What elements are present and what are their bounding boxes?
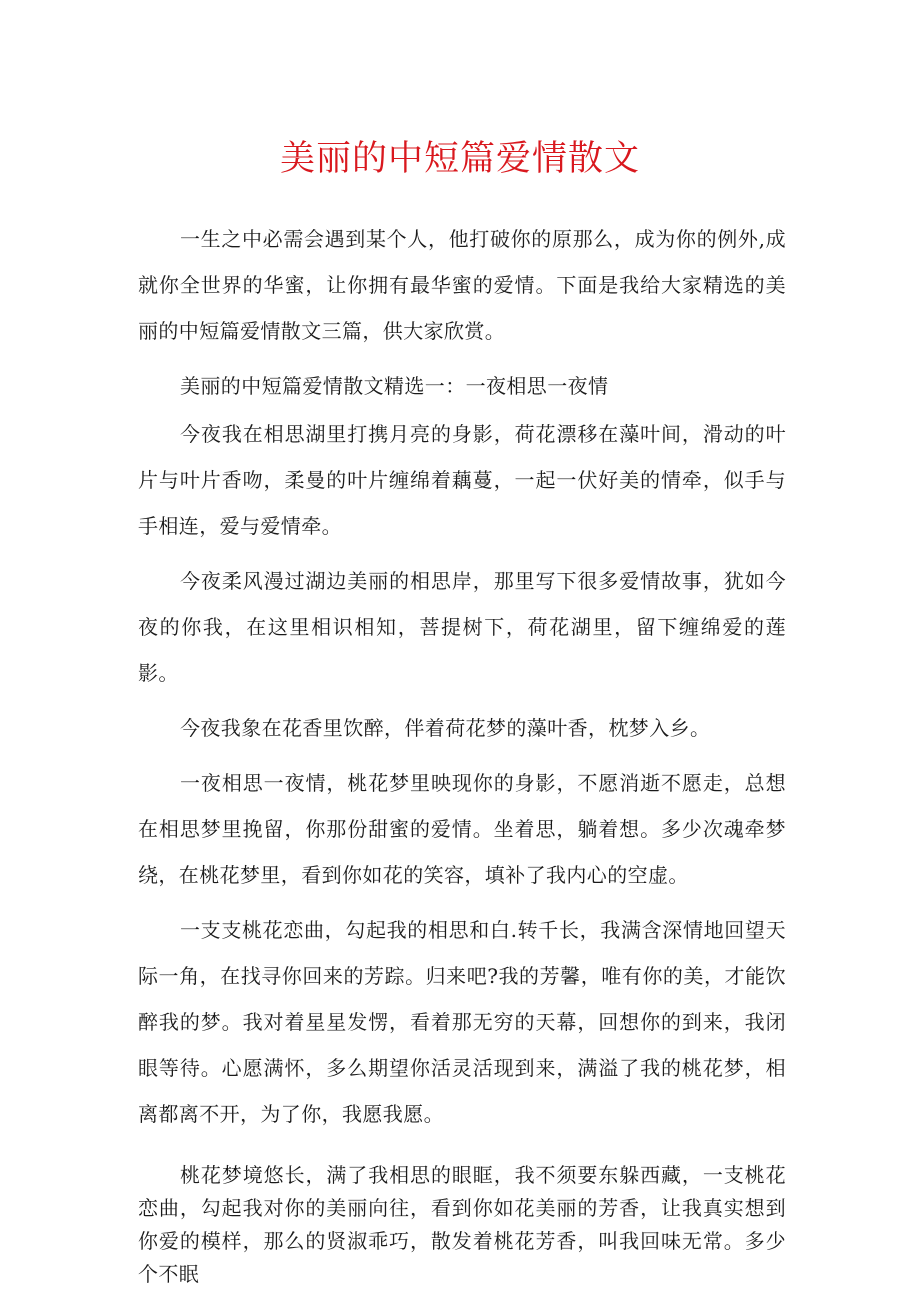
paragraph: 今夜我在相思湖里打携月亮的身影，荷花漂移在藻叶间，滑动的叶片与叶片香吻，柔曼的叶片缠绵着藕蔓，一起一伏好美的情牵，似手与手相连，爱与爱情牵。 — [138, 422, 786, 538]
document-body — [138, 216, 786, 1300]
paragraph: 一夜相思一夜情，桃花梦里映现你的身影，不愿消逝不愿走，总想在相思梦里挽留，你那份甜蜜的爱情。坐着思，躺着想。多少次魂牵梦绕，在桃花梦里，看到你如花的笑容，填补了我内心的空虚。 — [138, 771, 786, 887]
paragraph: 今夜我象在花香里饮醉，伴着荷花梦的藻叶香，枕梦入乡。 — [180, 716, 711, 740]
paragraph: 今夜柔风漫过湖边美丽的相思岸，那里写下很多爱情故事，犹如今夜的你我，在这里相识相知，菩提树下，荷花湖里，留下缠绵爱的莲影。 — [138, 569, 786, 685]
paragraph-intro: 一生之中必需会遇到某个人，他打破你的原那么，成为你的例外,成就你全世界的华蜜，让你拥有最华蜜的爱情。下面是我给大家精选的美丽的中短篇爱情散文三篇，供大家欣赏。 — [138, 227, 786, 343]
document-title: 美丽的中短篇爱情散文 — [279, 139, 640, 179]
paragraph: 一支支桃花恋曲，勾起我的相思和白.转千长，我满含深情地回望天际一角，在找寻你回来的芳踪。归来吧?我的芳馨，唯有你的美，才能饮醉我的梦。我对着星星发愣，看着那无穷的天幕，回想你的到来，我闭眼等待。心愿满怀，多么期望你活灵活现到来，满溢了我的桃花梦，相离都离不开，为了你，我愿我愿。 — [138, 918, 786, 1126]
section-heading: 美丽的中短篇爱情散文精选一：一夜相思一夜情 — [180, 374, 609, 398]
paragraph: 桃花梦境悠长，满了我相思的眼眶，我不须要东躲西藏，一支桃花恋曲，勾起我对你的美丽向往，看到你如花美丽的芳香，让我真实想到你爱的模样，那么的贤淑乖巧，散发着桃花芳香，叫我回味无常。多少个不眠 — [138, 1163, 786, 1286]
